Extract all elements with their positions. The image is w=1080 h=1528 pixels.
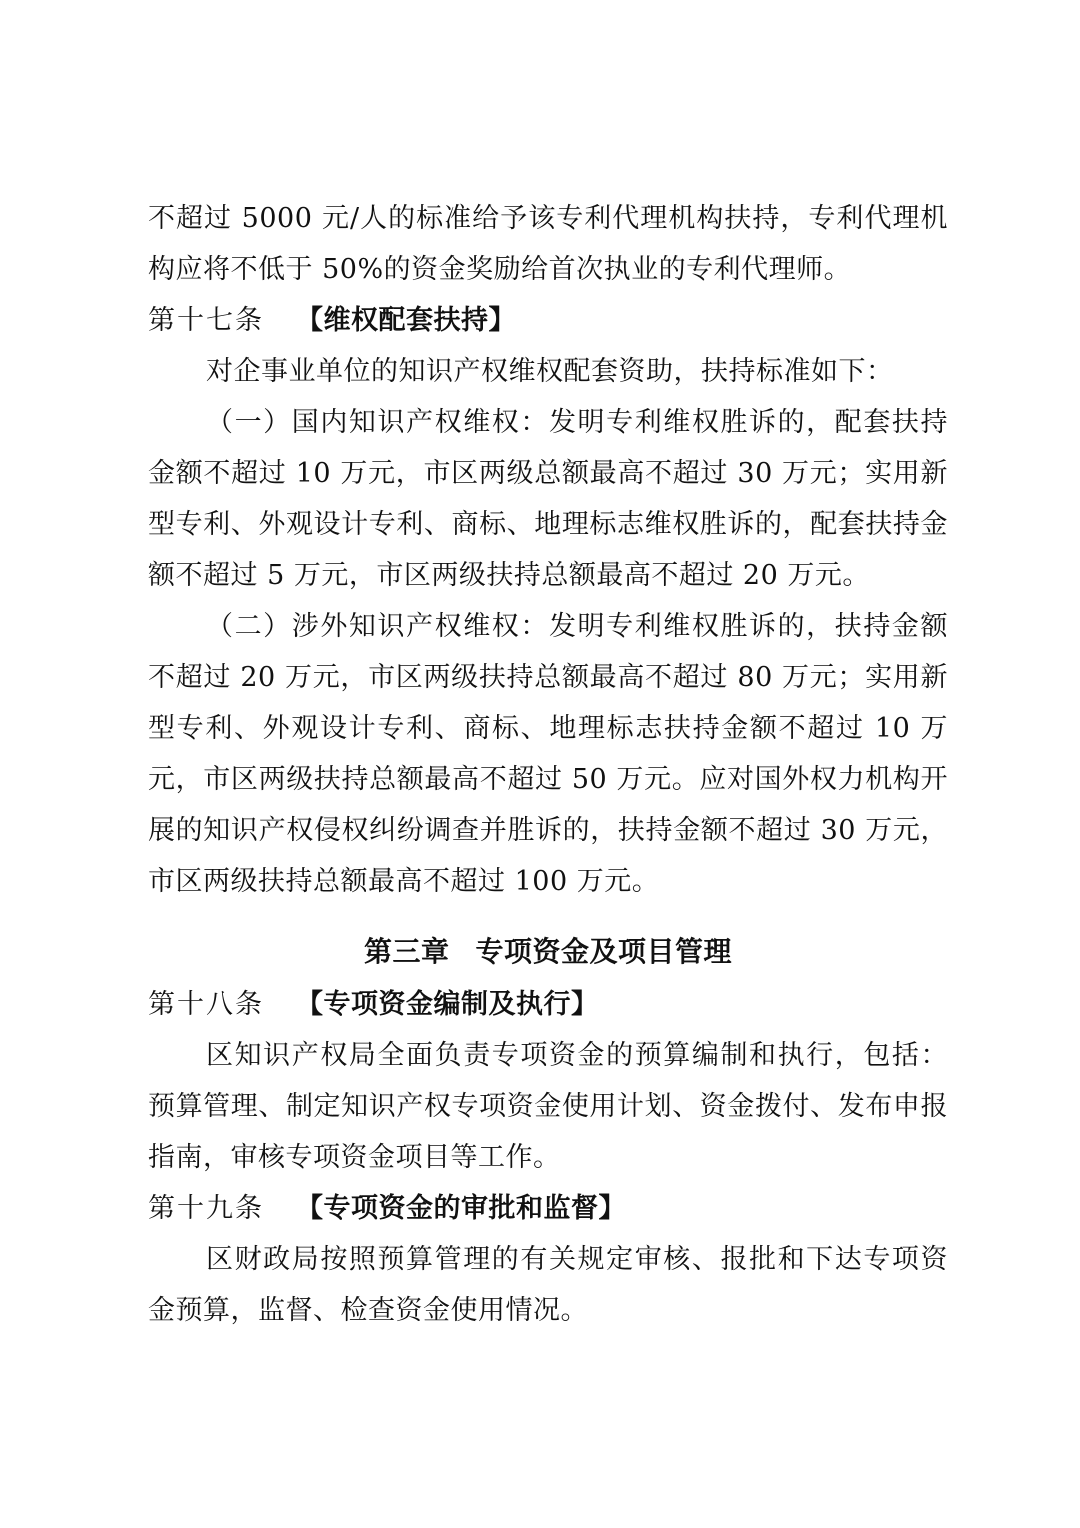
article-19-number: 第十九条 [148,1193,264,1224]
article-18-title: 【专项资金编制及执行】 [296,989,599,1020]
article-19-body: 区财政局按照预算管理的有关规定审核、报批和下达专项资金预算，监督、检查资金使用情况。 [148,1244,948,1326]
article-17-intro: 对企事业单位的知识产权维权配套资助，扶持标准如下： [206,356,894,387]
article-18-body: 区知识产权局全面负责专项资金的预算编制和执行，包括：预算管理、制定知识产权专项资金使用计划、资金拨付、发布申报指南，审核专项资金项目等工作。 [148,1040,948,1173]
document-body [148,193,948,1336]
article-18-heading [148,979,948,1030]
article-19-title: 【专项资金的审批和监督】 [296,1193,626,1224]
article-17-title: 【维权配套扶持】 [296,305,516,336]
paragraph-continued: 不超过 5000 元/人的标准给予该专利代理机构扶持，专利代理机构应将不低于 50%的资金奖励给首次执业的专利代理师。 [148,203,948,285]
chapter-3-heading [148,925,948,979]
article-18-number: 第十八条 [148,989,264,1020]
article-17-number: 第十七条 [148,305,264,336]
article-17-item-1: （一）国内知识产权维权：发明专利维权胜诉的，配套扶持金额不超过 10 万元，市区两级总额最高不超过 30 万元；实用新型专利、外观设计专利、商标、地理标志维权胜诉的，配套扶持金额不超过 5 万元，市区两级扶持总额最高不超过 20 万元。 [148,407,948,591]
article-17-item-2: （二）涉外知识产权维权：发明专利维权胜诉的，扶持金额不超过 20 万元，市区两级扶持总额最高不超过 80 万元；实用新型专利、外观设计专利、商标、地理标志扶持金额不超过 10 万元，市区两级扶持总额最高不超过 50 万元。应对国外权力机构开展的知识产权侵权纠纷调查并胜诉的，扶持金额不超过 30 万元，市区两级扶持总额最高不超过 100 万元。 [148,611,948,897]
article-17-heading [148,295,948,346]
article-19-heading [148,1183,948,1234]
chapter-3-number: 第三章 [363,935,450,968]
chapter-3-title: 专项资金及项目管理 [475,935,733,968]
